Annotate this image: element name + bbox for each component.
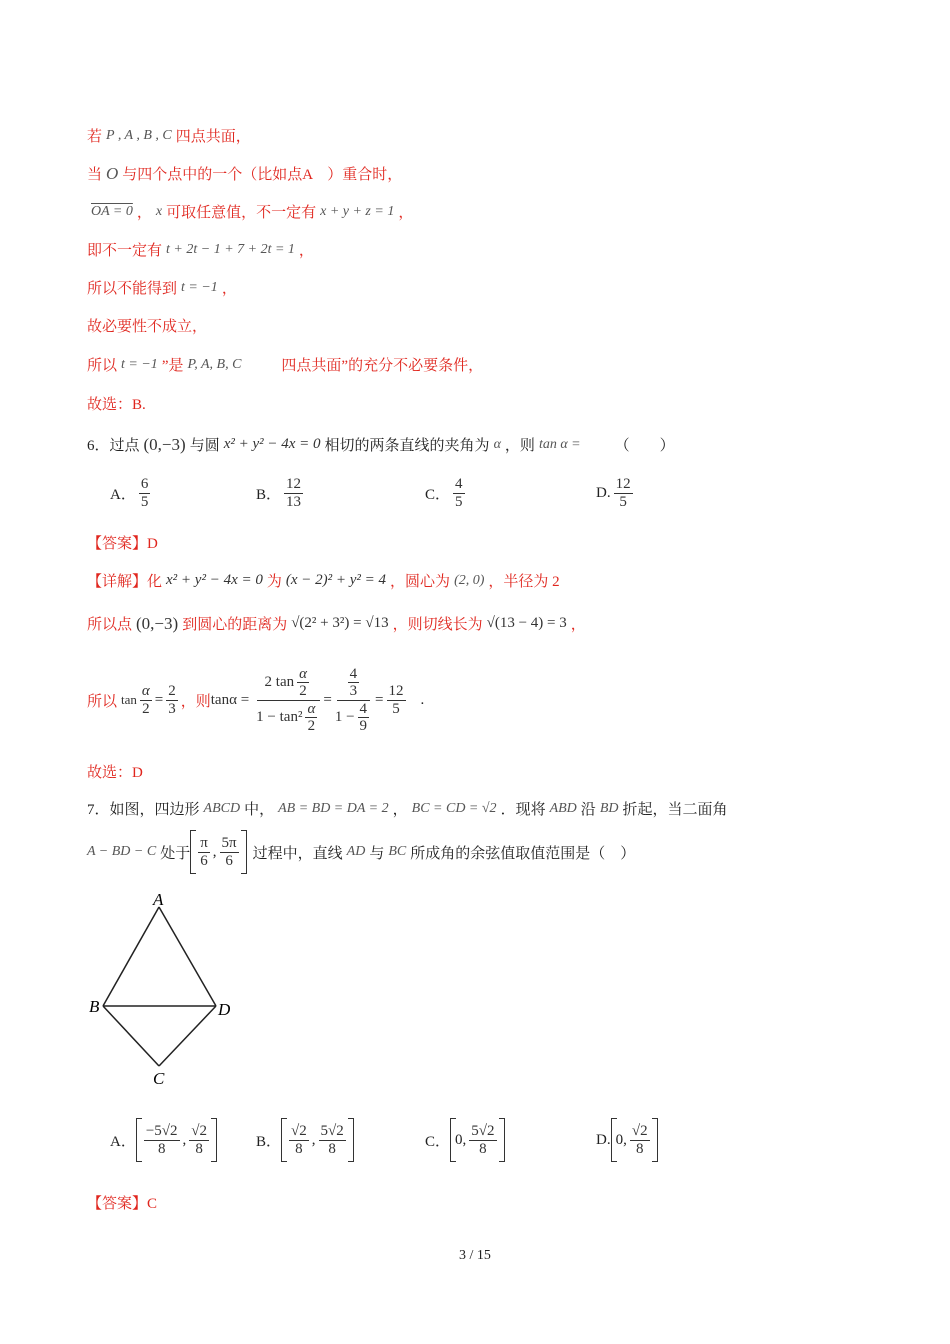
text: 所以不能得到 — [87, 281, 178, 297]
math: O — [106, 163, 119, 183]
q6-option-c — [425, 476, 468, 510]
math: P , A , B , C — [106, 127, 172, 143]
text: 所成角的余弦值取值范围是（ ） — [410, 845, 636, 862]
q6-detail-line — [87, 570, 560, 591]
math: AD — [346, 844, 366, 859]
answer-blank: （ ） — [614, 438, 675, 454]
text: 所以 — [87, 358, 118, 374]
solution-line — [87, 393, 146, 414]
math: (0,−3) — [143, 434, 186, 454]
edge-ad — [159, 907, 216, 1006]
numerator: 5π — [221, 835, 237, 851]
text: 与 — [369, 845, 385, 862]
solution-line — [87, 239, 314, 260]
denominator: 6 — [225, 852, 233, 869]
text: 当 — [87, 167, 103, 183]
text: 若 — [87, 129, 103, 145]
text: 过程中，直线 — [252, 845, 343, 862]
numerator: 2 — [168, 683, 176, 699]
numerator: 12 — [615, 476, 631, 492]
math: x² + y² − 4x = 0 — [223, 436, 321, 452]
denominator: 8 — [635, 1140, 644, 1157]
text: 四点共面”的充分不必要条件， — [281, 358, 484, 374]
denominator: 2 — [307, 718, 316, 734]
math: A − BD − C — [87, 844, 157, 859]
math: ABD — [549, 800, 577, 816]
denominator: 5 — [619, 493, 627, 510]
text: 中， — [244, 802, 275, 818]
option-label: C． — [425, 486, 451, 503]
text: 所以点 — [87, 617, 133, 633]
text: ．现将 — [500, 802, 546, 818]
q6-answer: 【答案】D — [87, 536, 158, 552]
q7-answer: 【答案】C — [87, 1196, 158, 1212]
text: 可取任意值，不一定有 — [166, 205, 317, 221]
math: OA = 0 — [91, 203, 133, 219]
text: ，则切线长为 — [392, 617, 483, 633]
numerator: α — [141, 683, 150, 699]
interval — [190, 830, 246, 874]
math: BC = CD = √2 — [411, 800, 497, 816]
text: 到圆心的距离为 — [182, 617, 288, 633]
q7-option-b: B． $\frac{√2}{8}$ , $\frac{5√2}{8}$ — [256, 1118, 354, 1162]
numerator: α — [299, 665, 307, 682]
denominator: 2 — [142, 700, 150, 717]
vertex-label-a: A — [153, 890, 164, 909]
q6-detail-line: 故选：D — [87, 765, 143, 781]
numerator: √2 — [291, 1123, 307, 1139]
denominator: 8 — [157, 1140, 166, 1157]
quadrilateral-figure — [80, 885, 250, 1095]
edge-bc — [103, 1006, 159, 1066]
solution-line — [87, 163, 402, 184]
q6-option-a — [110, 476, 153, 510]
text: 与圆 — [189, 438, 220, 454]
numerator: 4 — [455, 476, 463, 492]
numerator: 12 — [286, 476, 302, 492]
math: t = −1 — [181, 279, 218, 295]
vertex-label-d: D — [218, 1000, 231, 1019]
text: ， — [221, 281, 237, 297]
numerator: √2 — [191, 1123, 208, 1139]
numerator: α — [307, 700, 316, 717]
math: AB = BD = DA = 2 — [278, 800, 389, 816]
q7-option-c: C． 0 , $\frac{5√2}{8}$ — [425, 1118, 505, 1162]
numerator: 5√2 — [320, 1123, 344, 1139]
text: ，圆心为 — [390, 574, 451, 590]
option-label: D. — [596, 1131, 611, 1148]
denominator: 5 — [455, 493, 463, 510]
text: ，半径为 2 — [488, 574, 560, 590]
math: x — [155, 203, 163, 219]
text: 6．过点 — [87, 438, 140, 454]
text: 0 — [615, 1131, 624, 1148]
text: ， — [398, 205, 414, 221]
page-number: 3 / 15 — [459, 1248, 491, 1263]
text: 与四个点中的一个（比如点A ）重合时， — [122, 167, 403, 183]
text: ，则 — [504, 438, 535, 454]
q6-detail-formula — [87, 660, 424, 740]
denominator: 9 — [359, 718, 368, 734]
math: BC — [388, 844, 407, 859]
option-label: A． — [110, 486, 136, 503]
text: ， — [392, 802, 408, 818]
text: 0 — [455, 1131, 463, 1148]
denominator: 8 — [295, 1140, 303, 1157]
question-7-stem — [87, 828, 635, 876]
denominator: 3 — [168, 700, 176, 717]
math: x² + y² − 4x = 0 — [166, 572, 263, 588]
denominator: 8 — [328, 1140, 336, 1157]
text: 沿 — [580, 802, 596, 818]
math: α — [493, 436, 501, 452]
text: 7．如图，四边形 — [87, 802, 200, 818]
q6-option-b — [256, 476, 306, 510]
numerator: 5√2 — [471, 1123, 495, 1139]
math: = — [154, 691, 164, 708]
denominator: 3 — [349, 683, 358, 699]
denominator: 5 — [140, 493, 149, 510]
text: 处于 — [160, 845, 191, 862]
math: BD — [599, 800, 619, 816]
math: (0,−3) — [136, 613, 179, 633]
text: ”是 — [161, 358, 184, 374]
text: 1 − — [334, 709, 355, 726]
option-label: B． — [256, 486, 282, 503]
solution-line — [87, 277, 237, 298]
denominator: 8 — [479, 1140, 487, 1157]
denominator: 6 — [200, 852, 208, 869]
vertex-label-b: B — [89, 997, 100, 1016]
numerator: −5√2 — [145, 1123, 178, 1139]
question-6-stem — [87, 434, 675, 455]
solution-line — [87, 125, 251, 146]
numerator: 4 — [359, 700, 368, 717]
text: 【详解】化 — [87, 574, 163, 590]
math: t + 2t − 1 + 7 + 2t = 1 — [166, 241, 295, 257]
solution-line — [87, 315, 207, 336]
text: ， — [298, 243, 314, 259]
text: 1 − tan² — [256, 709, 303, 726]
math: tan α = — [538, 436, 581, 452]
denominator: 2 — [299, 683, 307, 699]
q6-detail-line — [87, 613, 586, 634]
option-label: B． — [256, 1133, 282, 1150]
math: √(2² + 3²) = √13 — [291, 615, 389, 631]
q7-option-a: A． $\frac{-5√2}{8}$ , $\frac{√2}{8}$ — [110, 1118, 217, 1162]
denominator: 13 — [286, 493, 302, 510]
math: tanα = — [210, 691, 250, 708]
question-7-stem — [87, 798, 728, 819]
math: (2, 0) — [454, 572, 485, 588]
text: 2 tan — [264, 674, 295, 691]
edge-ab — [103, 907, 159, 1006]
numerator: √2 — [631, 1123, 648, 1139]
math: tan — [121, 692, 137, 707]
option-label: D. — [596, 484, 611, 501]
numerator: 6 — [140, 476, 149, 492]
numerator: 4 — [349, 665, 358, 682]
q6-option-d — [596, 476, 636, 510]
option-label: C． — [425, 1133, 451, 1150]
denominator: 5 — [392, 700, 400, 717]
vertex-label-c: C — [153, 1069, 165, 1088]
math: x + y + z = 1 — [320, 203, 395, 219]
denominator: 8 — [195, 1140, 203, 1157]
text: 为 — [266, 574, 282, 590]
text: ，则 — [180, 693, 211, 710]
numerator: 12 — [388, 683, 404, 699]
text: 折起，当二面角 — [622, 802, 728, 818]
text: ， — [570, 617, 586, 633]
math: √(13 − 4) = 3 — [486, 615, 567, 631]
math: = — [323, 691, 332, 708]
option-label: A． — [110, 1133, 136, 1150]
edge-cd — [159, 1006, 216, 1066]
math: P, A, B, C — [187, 356, 242, 372]
text: 故选：B. — [87, 397, 146, 413]
math: ABCD — [203, 800, 241, 816]
text: 即不一定有 — [87, 243, 163, 259]
solution-line — [87, 354, 483, 375]
math: (x − 2)² + y² = 4 — [285, 572, 387, 588]
math: = — [375, 691, 384, 708]
text: 相切的两条直线的夹角为 — [324, 438, 490, 454]
text: . — [420, 691, 425, 708]
text: 四点共面， — [175, 129, 251, 145]
q7-option-d: D. 0 , $\frac{√2}{8}$ — [596, 1118, 658, 1162]
text: , — [212, 843, 217, 860]
text: ， — [136, 205, 152, 221]
numerator: π — [200, 835, 208, 851]
text: 故必要性不成立， — [87, 319, 208, 335]
text: 所以 — [87, 693, 118, 710]
solution-line — [87, 201, 413, 222]
math: t = −1 — [121, 356, 158, 372]
